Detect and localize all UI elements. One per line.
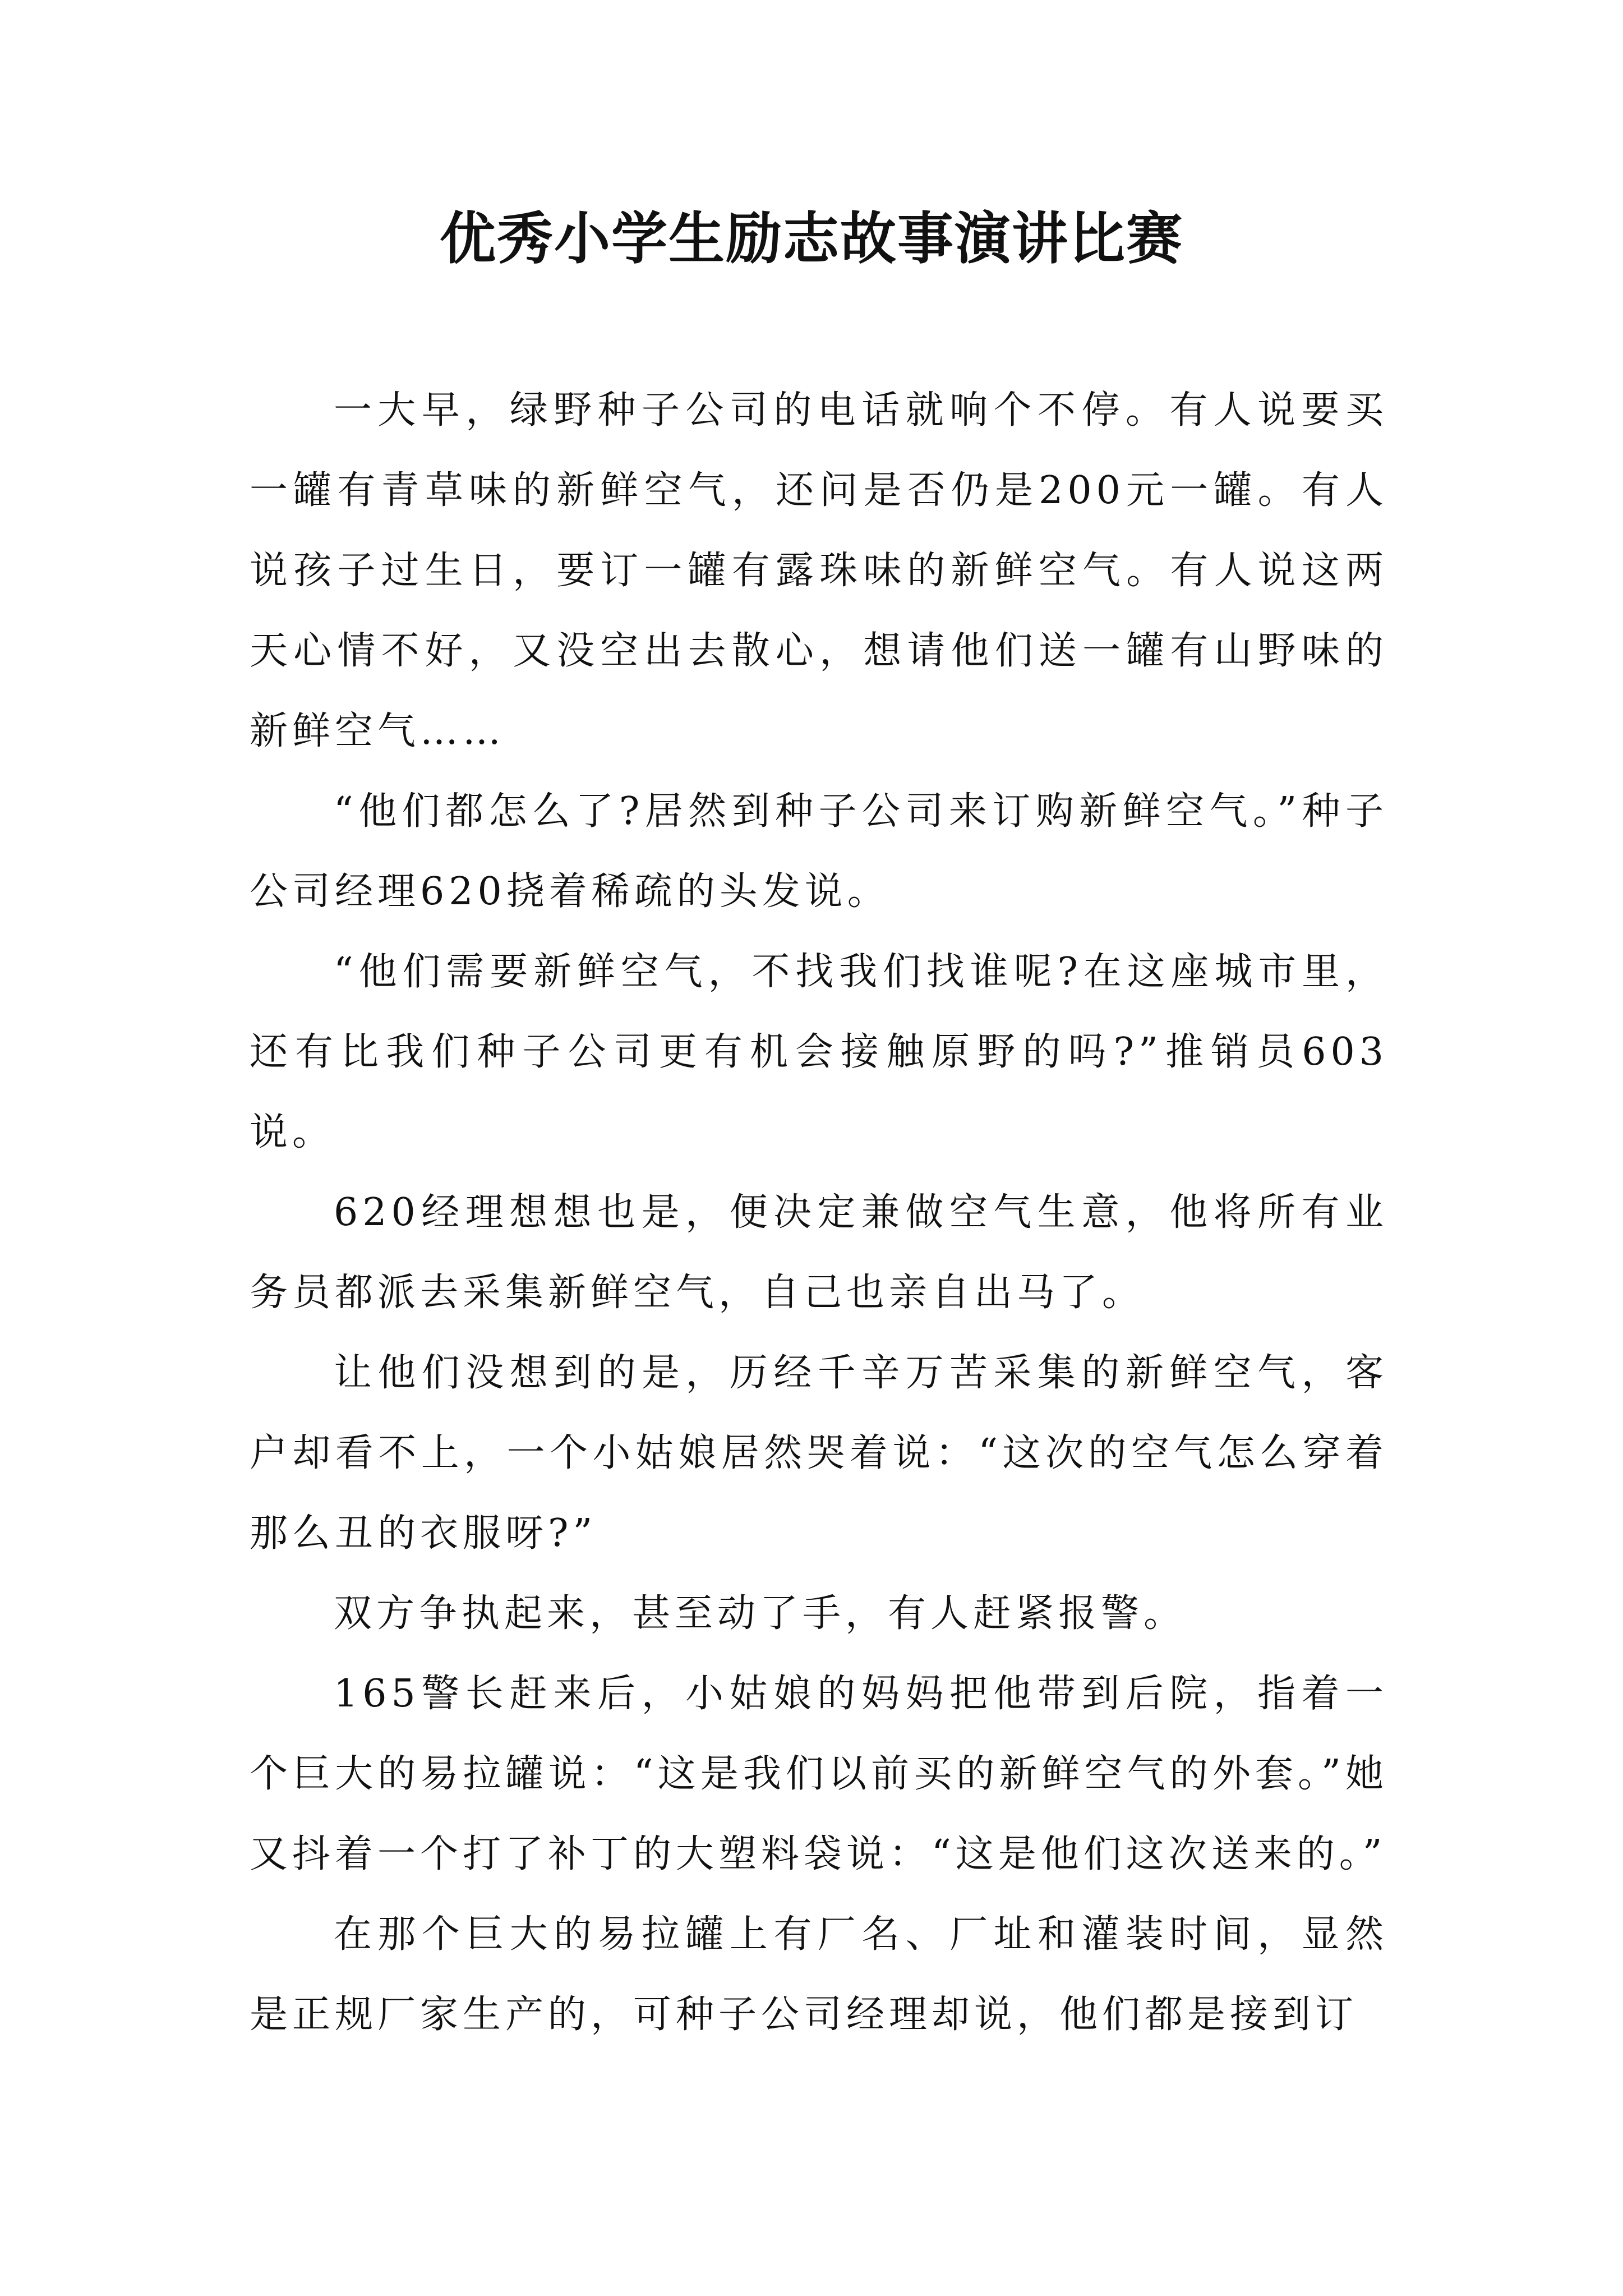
- paragraph-8: 在那个巨大的易拉罐上有厂名、厂址和灌装时间，显然是正规厂家生产的，可种子公司经理却说，他们都是接到订: [250, 1912, 1388, 2037]
- paragraph-3: “他们需要新鲜空气，不找我们找谁呢?在这座城市里，还有比我们种子公司更有机会接触原野的吗?”推销员603说。: [250, 950, 1388, 1154]
- paragraph-7: 165警长赶来后，小姑娘的妈妈把他带到后院，指着一个巨大的易拉罐说：“这是我们以前买的新鲜空气的外套。”她又抖着一个打了补丁的大塑料袋说：“这是他们这次送来的。”: [250, 1672, 1388, 1876]
- paragraph-2: “他们都怎么了?居然到种子公司来订购新鲜空气。”种子公司经理620挠着稀疏的头发说。: [250, 789, 1388, 914]
- paragraph-5: 让他们没想到的是，历经千辛万苦采集的新鲜空气，客户却看不上，一个小姑娘居然哭着说：“这次的空气怎么穿着那么丑的衣服呀?”: [250, 1351, 1388, 1556]
- document-body: [250, 370, 1388, 2055]
- paragraph-6: 双方争执起来，甚至动了手，有人赶紧报警。: [334, 1591, 1187, 1636]
- document-title: 优秀小学生励志故事演讲比赛: [440, 205, 1183, 272]
- paragraph-1: 一大早，绿野种子公司的电话就响个不停。有人说要买一罐有青草味的新鲜空气，还问是否仍是200元一罐。有人说孩子过生日，要订一罐有露珠味的新鲜空气。有人说这两天心情不好，又没空出去散心，想请他们送一罐有山野味的新鲜空气……: [250, 388, 1388, 753]
- paragraph-4: 620经理想想也是，便决定兼做空气生意，他将所有业务员都派去采集新鲜空气，自己也亲自出马了。: [250, 1190, 1388, 1315]
